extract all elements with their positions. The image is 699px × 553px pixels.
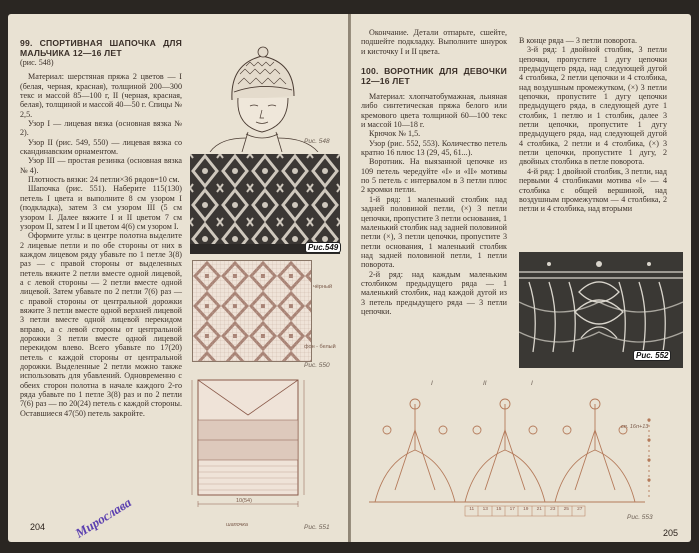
paragraph: Узор (рис. 552, 553). Количество петель кратно 16 плюс 13 (29, 45, 61...). [361,138,507,158]
boy-hat-illustration [190,34,340,152]
fig548-label: Рис. 548 [304,138,330,145]
paragraph: Плотность вязки: 24 петли×36 рядов=10 см. [28,175,180,185]
chart-legend-black: чёрный [313,284,333,290]
paragraph: Крючок № 1,5. [369,129,421,139]
page-number-left: 204 [30,522,46,532]
paragraph: Узор II (рис. 549, 550) — лицевая вязка со скандинавским орнаментом. [20,137,182,157]
fig552-badge: Рис. 552 [633,350,671,361]
chart-legend-white: фон - белый [304,344,336,350]
hat-schema [184,370,314,530]
ruler-mark: 21 [536,507,542,512]
paragraph: Шапочка (рис. 551). Наберите 115(130) петель I цвета и выполните 8 см узором I (подкладка), затем 3 см узором III (5 см узором I. Далее вяжите I и II цветом 7 см узором II, затем I и II цветом 4(6) см узором I. [20,184,182,231]
paragraph: В конце ряда — 3 петли поворота. [519,36,638,45]
ruler-mark: 15 [496,507,502,512]
ruler-mark: 13 [482,507,488,512]
paragraph: Оформите углы: в центре полотна выделите 2 лицевые петли и по обе стороны от них в каждом лицевом ряду убавьте по 1 петле 3(8) раз — с правой стороны от выделенных петель вяжите 2 петли вместе одной лицевой, а с левой стороны — 2 петли вместе одной лицевой. Затем убавьте по 2 петли 7(6) раз — с правой стороны от центральной дорожки вяжите 3 петли вместе одной верхней лицевой 3 петли вместе одной лицевой перекидом вправо, а с левой стороны от центральной дорожки 3 петли вместе одной лицевой перекидом влево. Всего убавьте по 17(20) петель с каждой стороны от центральной дорожки. Выделенные 2 петли можно также использовать для убавлений. Одновременно с обеих сторон полотна в начале каждого 2-го ряда убавьте по 1 петле 3(8) раз и по 2 петли 7(6) раз — по 20(24) петель с каждой стороны. Оставшиеся 47(50) петель закройте. [20,231,182,418]
fig553-label: Рис. 553 [627,514,653,521]
schema-label: шапочка [226,522,248,528]
section-title-99: 99. СПОРТИВНАЯ ШАПОЧКА ДЛЯ МАЛЬЧИКА 12—16 ЛЕТ [20,38,182,58]
diagram-ruler [465,507,605,512]
ruler-mark: 23 [550,507,556,512]
fig550-label: Рис. 550 [304,362,330,369]
intro-paragraph: Окончание. Детали отпарьте, сшейте, подшейте подкладку. Выполните шнурок и кисточку I и II цвета. [361,28,507,56]
ruler-mark: 17 [509,507,515,512]
handwritten-signature: Мирослава [72,494,134,541]
paragraph: 3-й ряд: 1 двойной столбик, 3 петли цепочки, пропустите 1 дугу цепочки предыдущего ряда, над следующей дугой 4 столбика, 2 петли цепочки и 4 столбика, над воздушным промежутком, (×) 3 петли цепочки, пропустите 1 дугу цепочки предыдущего ряда, в следующей дуге 1 столбик, 1 петлю и 1 столбик, далее 3 петли цепочки, пропустите 1 дугу предыдущего ряда, над следующей дугой 4 столбика, 2 петли и 4 столбика, (×) 3 петли цепочки, пропустите 1 дугу, 2 двойных столбика в петле поворота. [519,45,667,167]
paragraph: Материал: шерстяная пряжа 2 цветов — I (белая, черная, красная), толщиной 200—300 текс и массой 85—100 г, II (черная, красная, белая), толщиной и массой 40—50 г. Спицы № 2,5. [20,72,182,119]
page-number-right: 205 [663,528,679,538]
paragraph: Воротник. На выязанной цепочке из 109 петель чередуйте «I» и «II» мотивы по 5 петель с интервалом в 3 петли плюс 2 кромки петли. [361,157,507,195]
right-page [351,14,691,542]
paragraph: Узор III — простая резинка (основная вязка № 4). [20,156,182,175]
paragraph: Узор I — лицевая вязка (основная вязка № 2). [20,119,182,138]
right-text-column-2 [519,36,667,214]
section-ref: (рис. 548) [20,58,54,67]
motif-label-i-right: I [531,380,533,387]
right-text-column-1 [361,28,507,316]
fig551-label: Рис. 551 [304,524,330,531]
knitted-pattern-photo [190,154,340,254]
ruler-mark: 27 [577,507,583,512]
repeat-note: сп. 16п+13 [621,424,649,430]
section-title-100: 100. ВОРОТНИК ДЛЯ ДЕВОЧКИ 12—16 ЛЕТ [361,66,507,87]
left-page [8,14,348,542]
ruler-mark: 19 [523,507,529,512]
paragraph: 2-й ряд: над каждым маленьким столбиком предыдущего ряда — 1 маленький столбик, над каждой дугой из 3 петель предыдущего ряда — 3 петли цепочки. [361,269,507,316]
fig549-badge: Рис.549 [305,242,341,253]
ruler-mark: 25 [563,507,569,512]
motif-label-ii: II [483,380,487,387]
crochet-diagram [365,390,665,518]
schema-dimension: 10(54) [236,498,252,504]
stitch-chart [192,260,312,362]
paragraph: 4-й ряд: 1 двойной столбик, 3 петли, над первыми 4 столбиками мотива «I» — 4 столбика с общей вершиной, над воздушным промежутком — 4 столбика, 2 петли и 4 столбика, над вторыми [519,166,667,214]
ruler-mark: 11 [469,507,475,512]
motif-label-i-left: I [431,380,433,387]
left-text-column [20,38,182,418]
paragraph: Материал: хлопчатобумажная, льняная либо синтетическая пряжа белого или кремового цвета толщиной 60—100 текс и массой 10—18 г. [361,92,507,130]
paragraph: 1-й ряд: 1 маленький столбик над задней половиной петли, (×) 3 петли цепочки, пропустите 3 петли основания, 1 маленький столбик над задней половиной петли (×), 3 петли цепочки, пропустите 3 петли основания, 1 маленький столбик над задней половиной петли, 1 петли поворота. [361,194,507,270]
